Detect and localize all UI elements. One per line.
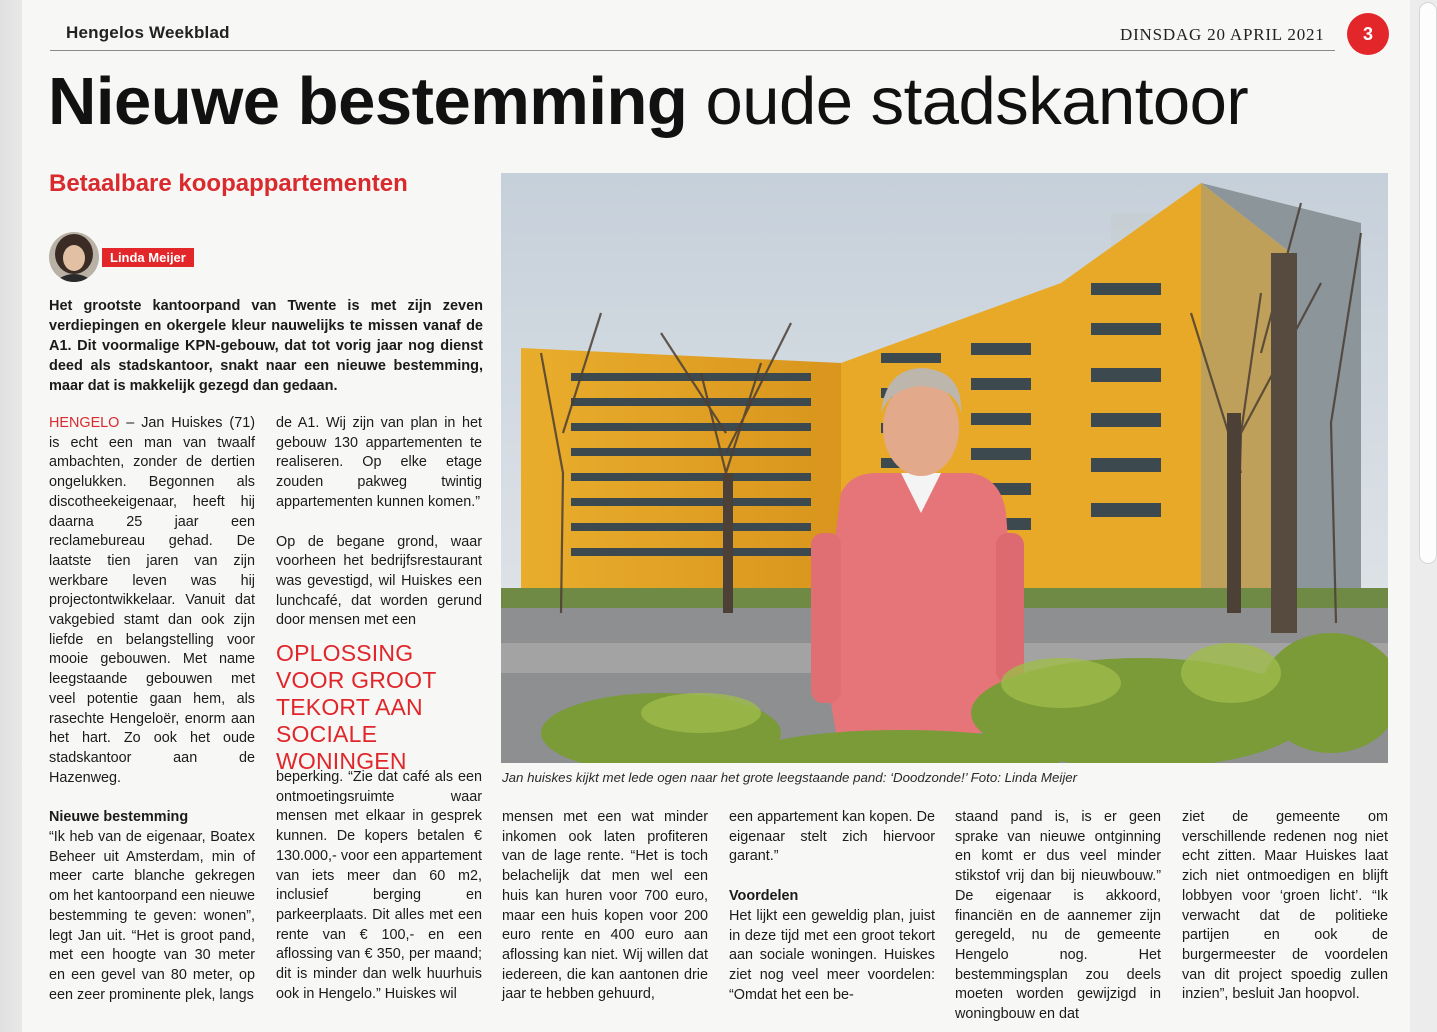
author-byline: Linda Meijer [102, 248, 194, 267]
article-intro: Het grootste kantoorpand van Twente is met zijn zeven verdiepingen en okergele kleur nauwelijks te missen vanaf de A1. Dit voormalige KPN-gebouw, dat tot vorig jaar nog dienst deed als stadskantoor, snakt naar een nieuwe bestemming, maar dat is makkelijk gezegd dan gedaan. [49, 298, 483, 394]
body-text: “Ik heb van de eigenaar, Boatex Beheer uit Amsterdam, min of meer carte blanche gekregen om het kantoorpand een nieuwe bestemming te geven: wonen”, legt Jan uit. “Het is groot pand, met een hoogte van 30 meter en een gevel van 80 meter, op een zeer prominente plek, langs [49, 829, 255, 1003]
column-5 [955, 808, 1161, 1025]
body-text: Het lijkt een geweldig plan, juist in deze tijd met een groot tekort aan sociale woningen. Huiskes ziet nog veel meer voordelen: “Omdat het een be- [729, 907, 935, 1003]
headline-regular: oude stadskantoor [705, 64, 1249, 139]
article-photo [501, 173, 1388, 763]
body-text: Op de begane grond, waar voorheen het bedrijfsrestaurant was gevestigd, wil Huiskes een lunchcafé, dat worden gerund door mensen met een [276, 533, 482, 629]
body-text: ziet de gemeente om verschillende redenen nog niet echt zitten. Maar Huiskes laat zich niet ontmoedigen en blijft lobbyen voor ‘groen licht’. “Ik verwacht dat de politieke partijen en ook de burgermeester de voordelen van dit project spoedig zullen inzien”, besluit Jan hoopvol. [1182, 809, 1388, 1003]
publication-date: DINSDAG 20 APRIL 2021 [1120, 25, 1325, 44]
article-subhead: Betaalbare koopappartementen [49, 170, 408, 197]
body-text: – Jan Huiskes (71) is echt een man van twaalf ambachten, zonder de dertien ongelukken. Begonnen als discotheekeigenaar, heeft hij daarna 25 jaar een reclamebureau gehad. De laatste tien jaren van zijn werkbare leven was hij projectontwikkelaar. Vanuit dat vakgebied stamt dan ook zijn liefde en belangstelling voor mooie gebouwen. Met name leegstaande gebouwen met veel potentie gaan hem, als rasechte Hengeloër, enorm aan het hart. Zo ook het oude stadskantoor aan de Hazenweg. [49, 415, 255, 786]
pull-quote: OPLOSSING VOOR GROOT TEKORT AAN SOCIALE WONINGEN [276, 640, 437, 774]
author-avatar [49, 232, 99, 282]
dateline: HENGELO [49, 415, 120, 431]
body-text: mensen met een wat minder inkomen ook laten profiteren van de lage rente. “Het is toch belachelijk dat men wel een huis kan huren voor 700 euro, maar een huis kopen voor 200 euro rente en 400 euro aan aflossing kan niet. Wij willen dat iedereen, die kan aantonen drie jaar te hebben gehuurd, [502, 809, 708, 1003]
headline-bold: Nieuwe bestemming [48, 64, 688, 139]
body-text: beperking. “Zie dat café als een ontmoetingsruimte waar mensen met elkaar in gesprek kunnen. De kopers betalen € 130.000,- voor een appartement van iets meer dan 60 m2, inclusief berging en parkeerplaats. Dit alles met een rente van € 100,- en een aflossing van € 350, per maand; dit is minder dan welk huurhuis ook in Hengelo.” Huiskes wil [276, 769, 482, 1002]
column-6 [1182, 808, 1388, 1005]
photo-illustration [501, 173, 1388, 763]
column-2-bottom [276, 768, 482, 1004]
section-heading-nieuwe-bestemming: Nieuwe bestemming [49, 809, 189, 826]
page-number-badge: 3 [1347, 13, 1389, 55]
column-3 [502, 808, 708, 1005]
column-2-top [276, 414, 482, 631]
photo-caption: Jan huiskes kijkt met lede ogen naar het grote leegstaande pand: ‘Doodzonde!’ Foto: Linda Meijer [502, 770, 1078, 785]
column-1 [49, 414, 255, 1005]
body-text: een appartement kan kopen. De eigenaar stelt zich hiervoor garant.” [729, 809, 935, 865]
section-heading-voordelen: Voordelen [729, 888, 799, 905]
body-text: staand pand is, is er geen sprake van nieuwe ontginning en komt er dus veel minder stikstof vrij dan bij nieuwbouw.” De eigenaar is akkoord, financiën en de aannemer zijn geregeld, nu de gemeente Hengelo nog. Het bestemmingsplan zou deels moeten worden gewijzigd in woningbouw en dat [955, 809, 1161, 1023]
column-4 [729, 808, 935, 1005]
masthead-divider [50, 50, 1335, 51]
column-1-paragraph [49, 414, 255, 788]
article-headline [48, 62, 1248, 142]
scrollbar-track[interactable] [1419, 2, 1437, 564]
publication-name: Hengelos Weekblad [66, 23, 230, 42]
body-text: de A1. Wij zijn van plan in het gebouw 130 appartementen te realiseren. Op elke etage zouden pakweg twintig appartementen kunnen komen.” [276, 415, 482, 510]
